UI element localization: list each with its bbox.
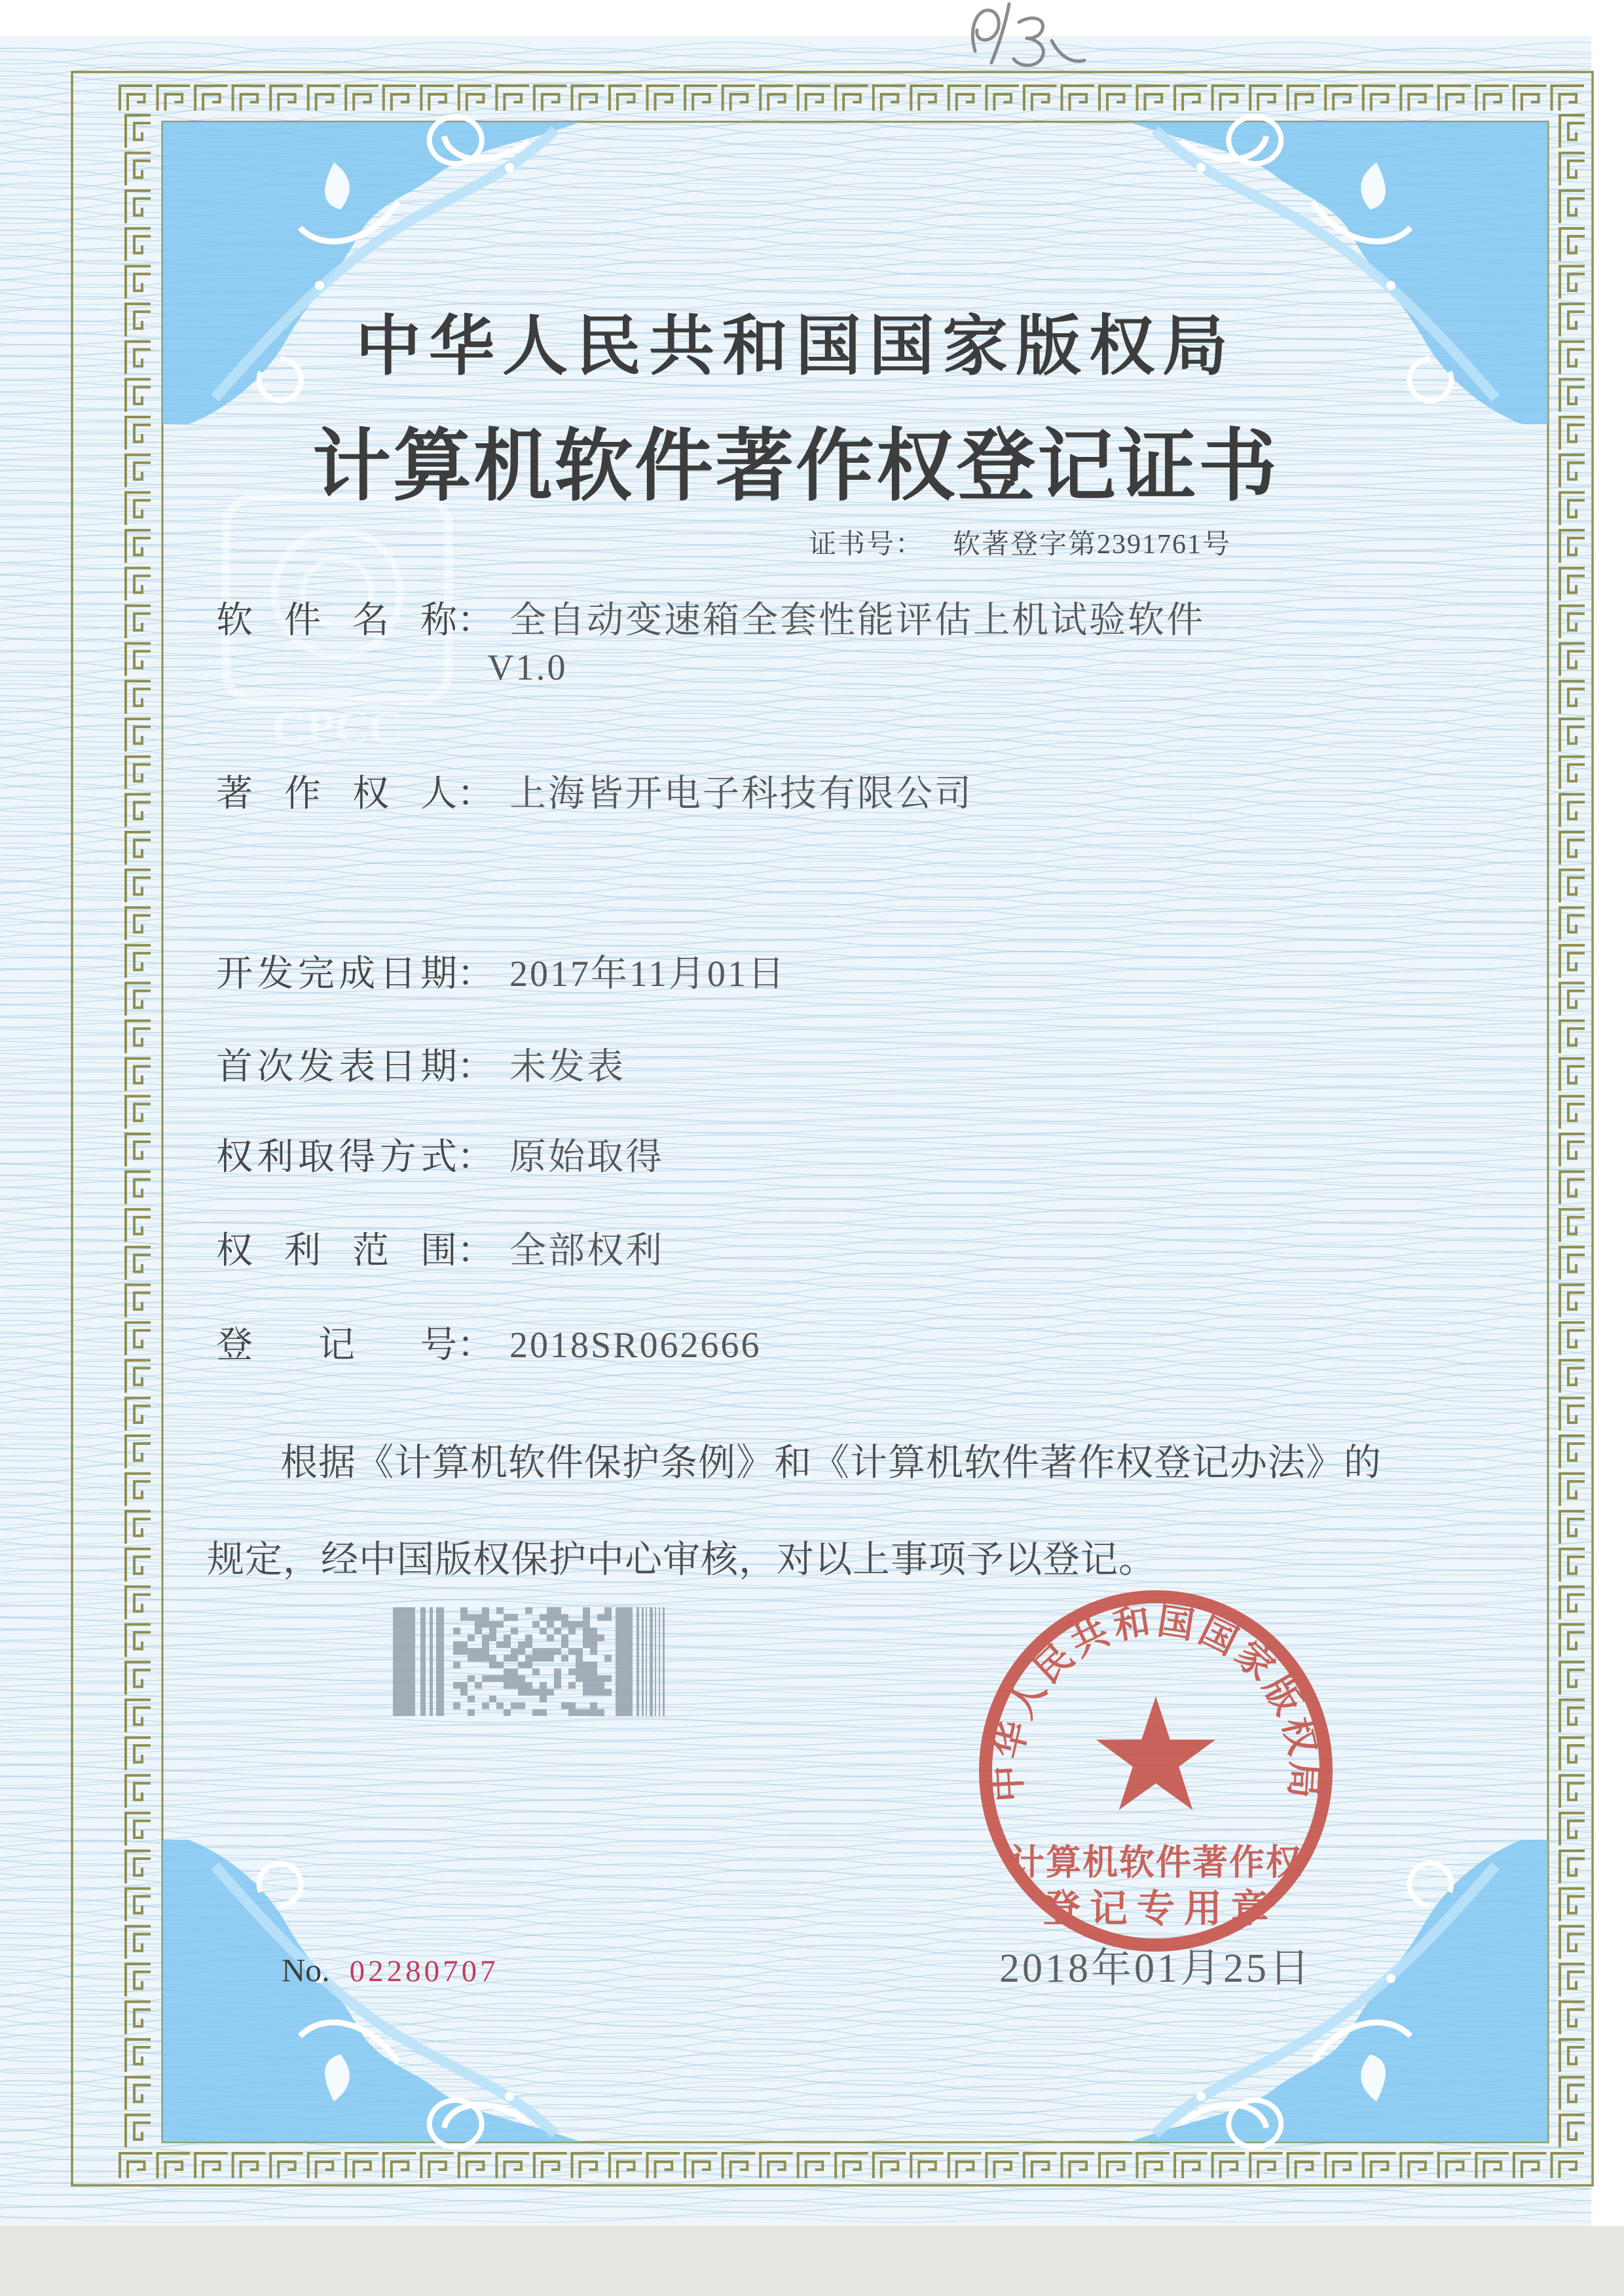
field-value-registration-number: 2018SR062666 [509,1325,762,1366]
serial-number-line [282,1951,499,1989]
field-value-first-publication: 未发表 [509,1047,625,1087]
field-label-rights-scope: 权利范围 [216,1231,457,1271]
field-label-registration-number: 登记号 [216,1325,457,1366]
field-row-rights-scope: 权利范围： 全部权利 [216,1222,664,1274]
serial-number: 02280707 [349,1954,499,1988]
field-value-rights-scope: 全部权利 [509,1231,664,1271]
field-row-completion-date: 开发完成日期： 2017年11月01日 [216,945,786,997]
field-label-first-publication: 首次发表日期 [216,1047,457,1087]
field-row-copyright-owner: 著作权人： 上海皆开电子科技有限公司 [216,765,973,817]
certificate-number-value: 软著登字第2391761号 [952,530,1231,560]
field-row-registration-number: 登记号： 2018SR062666 [216,1316,762,1368]
field-label-completion-date: 开发完成日期 [216,954,457,994]
field-label-rights-acquisition: 权利取得方式 [216,1137,457,1178]
seal-ring-text: 中华人民共和国国家版权局 [987,1601,1325,1804]
field-row-first-publication: 首次发表日期： 未发表 [216,1038,625,1090]
field-value-rights-acquisition: 原始取得 [509,1137,664,1178]
statement-line-1: 根据《计算机软件保护条例》和《计算机软件著作权登记办法》的 [280,1442,1382,1484]
field-label-copyright-owner: 著作权人 [216,774,457,814]
certificate-number-label: 证书号： [808,530,924,560]
field-value-copyright-owner: 上海皆开电子科技有限公司 [509,774,973,814]
authority-title: 中华人民共和国国家版权局 [356,310,1236,383]
statement-line-2: 规定，经中国版权保护中心审核，对以上事项予以登记。 [207,1539,1156,1580]
serial-prefix: No. [282,1952,330,1988]
seal-date: 2018年01月25日 [999,1946,1312,1991]
certificate-title: 计算机软件著作权登记证书 [312,423,1279,510]
field-value-completion-date: 2017年11月01日 [509,954,786,994]
seal-text-line1: 计算机软件著作权 [1009,1843,1302,1882]
field-value-software-name: 全自动变速箱全套性能评估上机试验软件 [509,600,1205,641]
field-row-software-name: 软件名称： 全自动变速箱全套性能评估上机试验软件 [216,591,1205,644]
svg-text:CPCC: CPCC [272,701,403,754]
seal-text-line2: 登记专用章 [1042,1887,1279,1930]
certificate-number-line [616,522,1231,562]
field-label-software-name: 软件名称 [216,600,457,641]
field-row-rights-acquisition: 权利取得方式： 原始取得 [216,1128,664,1180]
software-version: V1.0 [487,647,568,688]
